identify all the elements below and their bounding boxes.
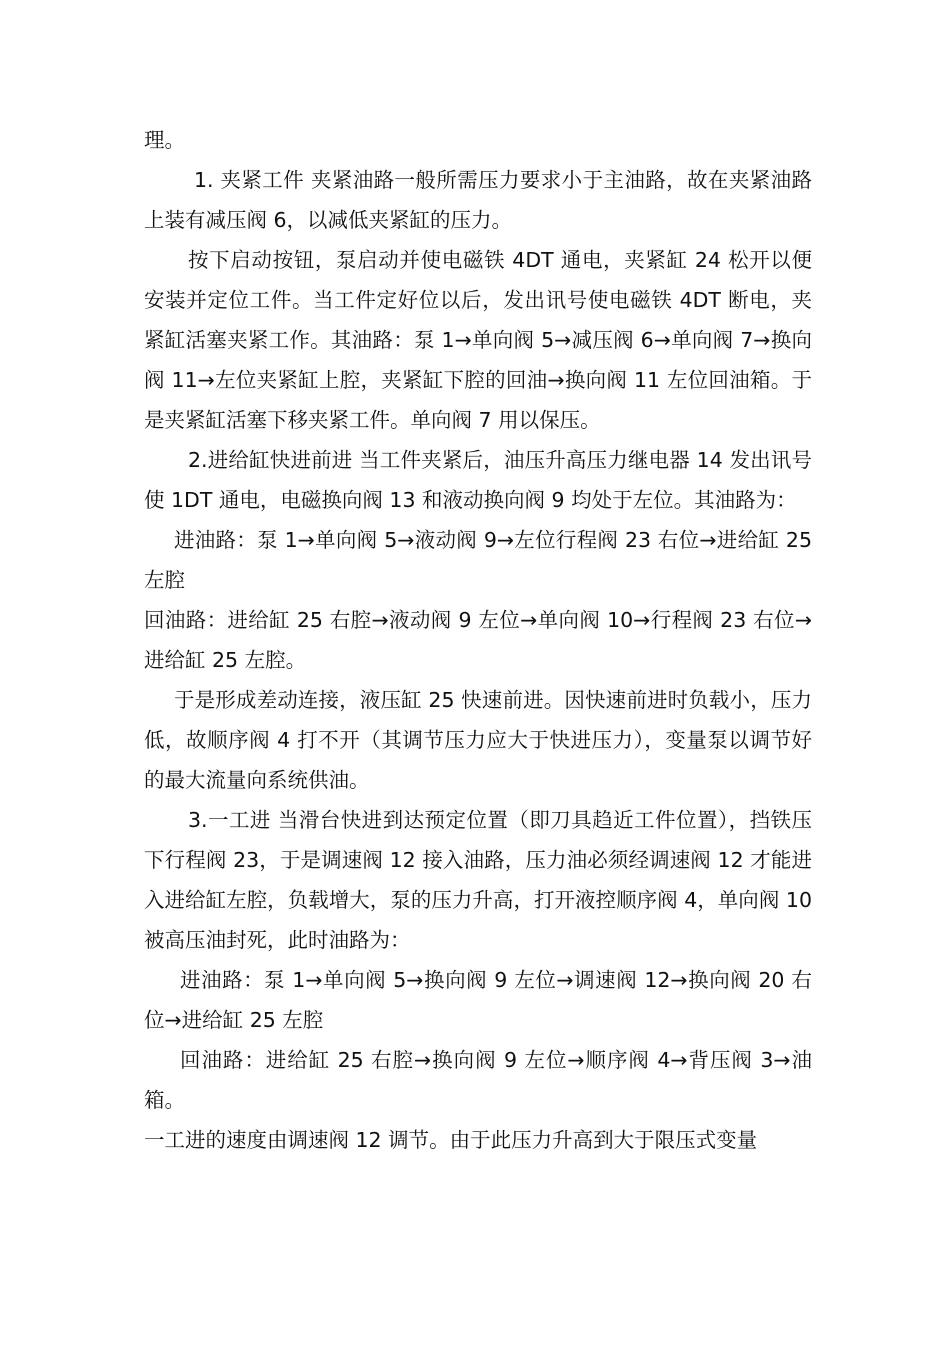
paragraph-clamping-intro: 1. 夹紧工件 夹紧油路一般所需压力要求小于主油路，故在夹紧油路上装有减压阀 6，以减低夹紧缸的压力。	[144, 168, 812, 232]
paragraph-fast-inlet: 进油路：泵 1→单向阀 5→液动阀 9→左位行程阀 23 右位→进给缸 25 左腔	[144, 528, 812, 592]
document-page	[144, 120, 812, 1160]
paragraph-feed-speed: 一工进的速度由调速阀 12 调节。由于此压力升高到大于限压式变量	[144, 1128, 758, 1152]
paragraph-feed-inlet: 进油路：泵 1→单向阀 5→换向阀 9 左位→调速阀 12→换向阀 20 右位→进给缸 25 左腔	[144, 968, 812, 1032]
paragraph-first-feed: 3.一工进 当滑台快进到达预定位置（即刀具趋近工件位置），挡铁压下行程阀 23，于是调速阀 12 接入油路，压力油必须经调速阀 12 才能进入进给缸左腔，负载增大，泵的压力升高，打开液控顺序阀 4，单向阀 10 被高压油封死，此时油路为：	[144, 808, 812, 952]
paragraph-feed-return: 回油路：进给缸 25 右腔→换向阀 9 左位→顺序阀 4→背压阀 3→油箱。	[144, 1048, 812, 1112]
paragraph-1: 理。	[144, 128, 185, 152]
paragraph-clamping-circuit: 按下启动按钮，泵启动并使电磁铁 4DT 通电，夹紧缸 24 松开以便安装并定位工件。当工件定好位以后，发出讯号使电磁铁 4DT 断电，夹紧缸活塞夹紧工作。其油路：泵 1→单向阀 5→减压阀 6→单向阀 7→换向阀 11→左位夹紧缸上腔，夹紧缸下腔的回油→换向阀 11 左位回油箱。于是夹紧缸活塞下移夹紧工件。单向阀 7 用以保压。	[144, 248, 812, 432]
paragraph-fast-return: 回油路：进给缸 25 右腔→液动阀 9 左位→单向阀 10→行程阀 23 右位→进给缸 25 左腔。	[144, 608, 812, 672]
paragraph-fast-advance: 2.进给缸快进前进 当工件夹紧后，油压升高压力继电器 14 发出讯号使 1DT 通电，电磁换向阀 13 和液动换向阀 9 均处于左位。其油路为：	[144, 448, 812, 512]
paragraph-differential: 于是形成差动连接，液压缸 25 快速前进。因快速前进时负载小，压力低，故顺序阀 4 打不开（其调节压力应大于快进压力），变量泵以调节好的最大流量向系统供油。	[144, 688, 812, 792]
